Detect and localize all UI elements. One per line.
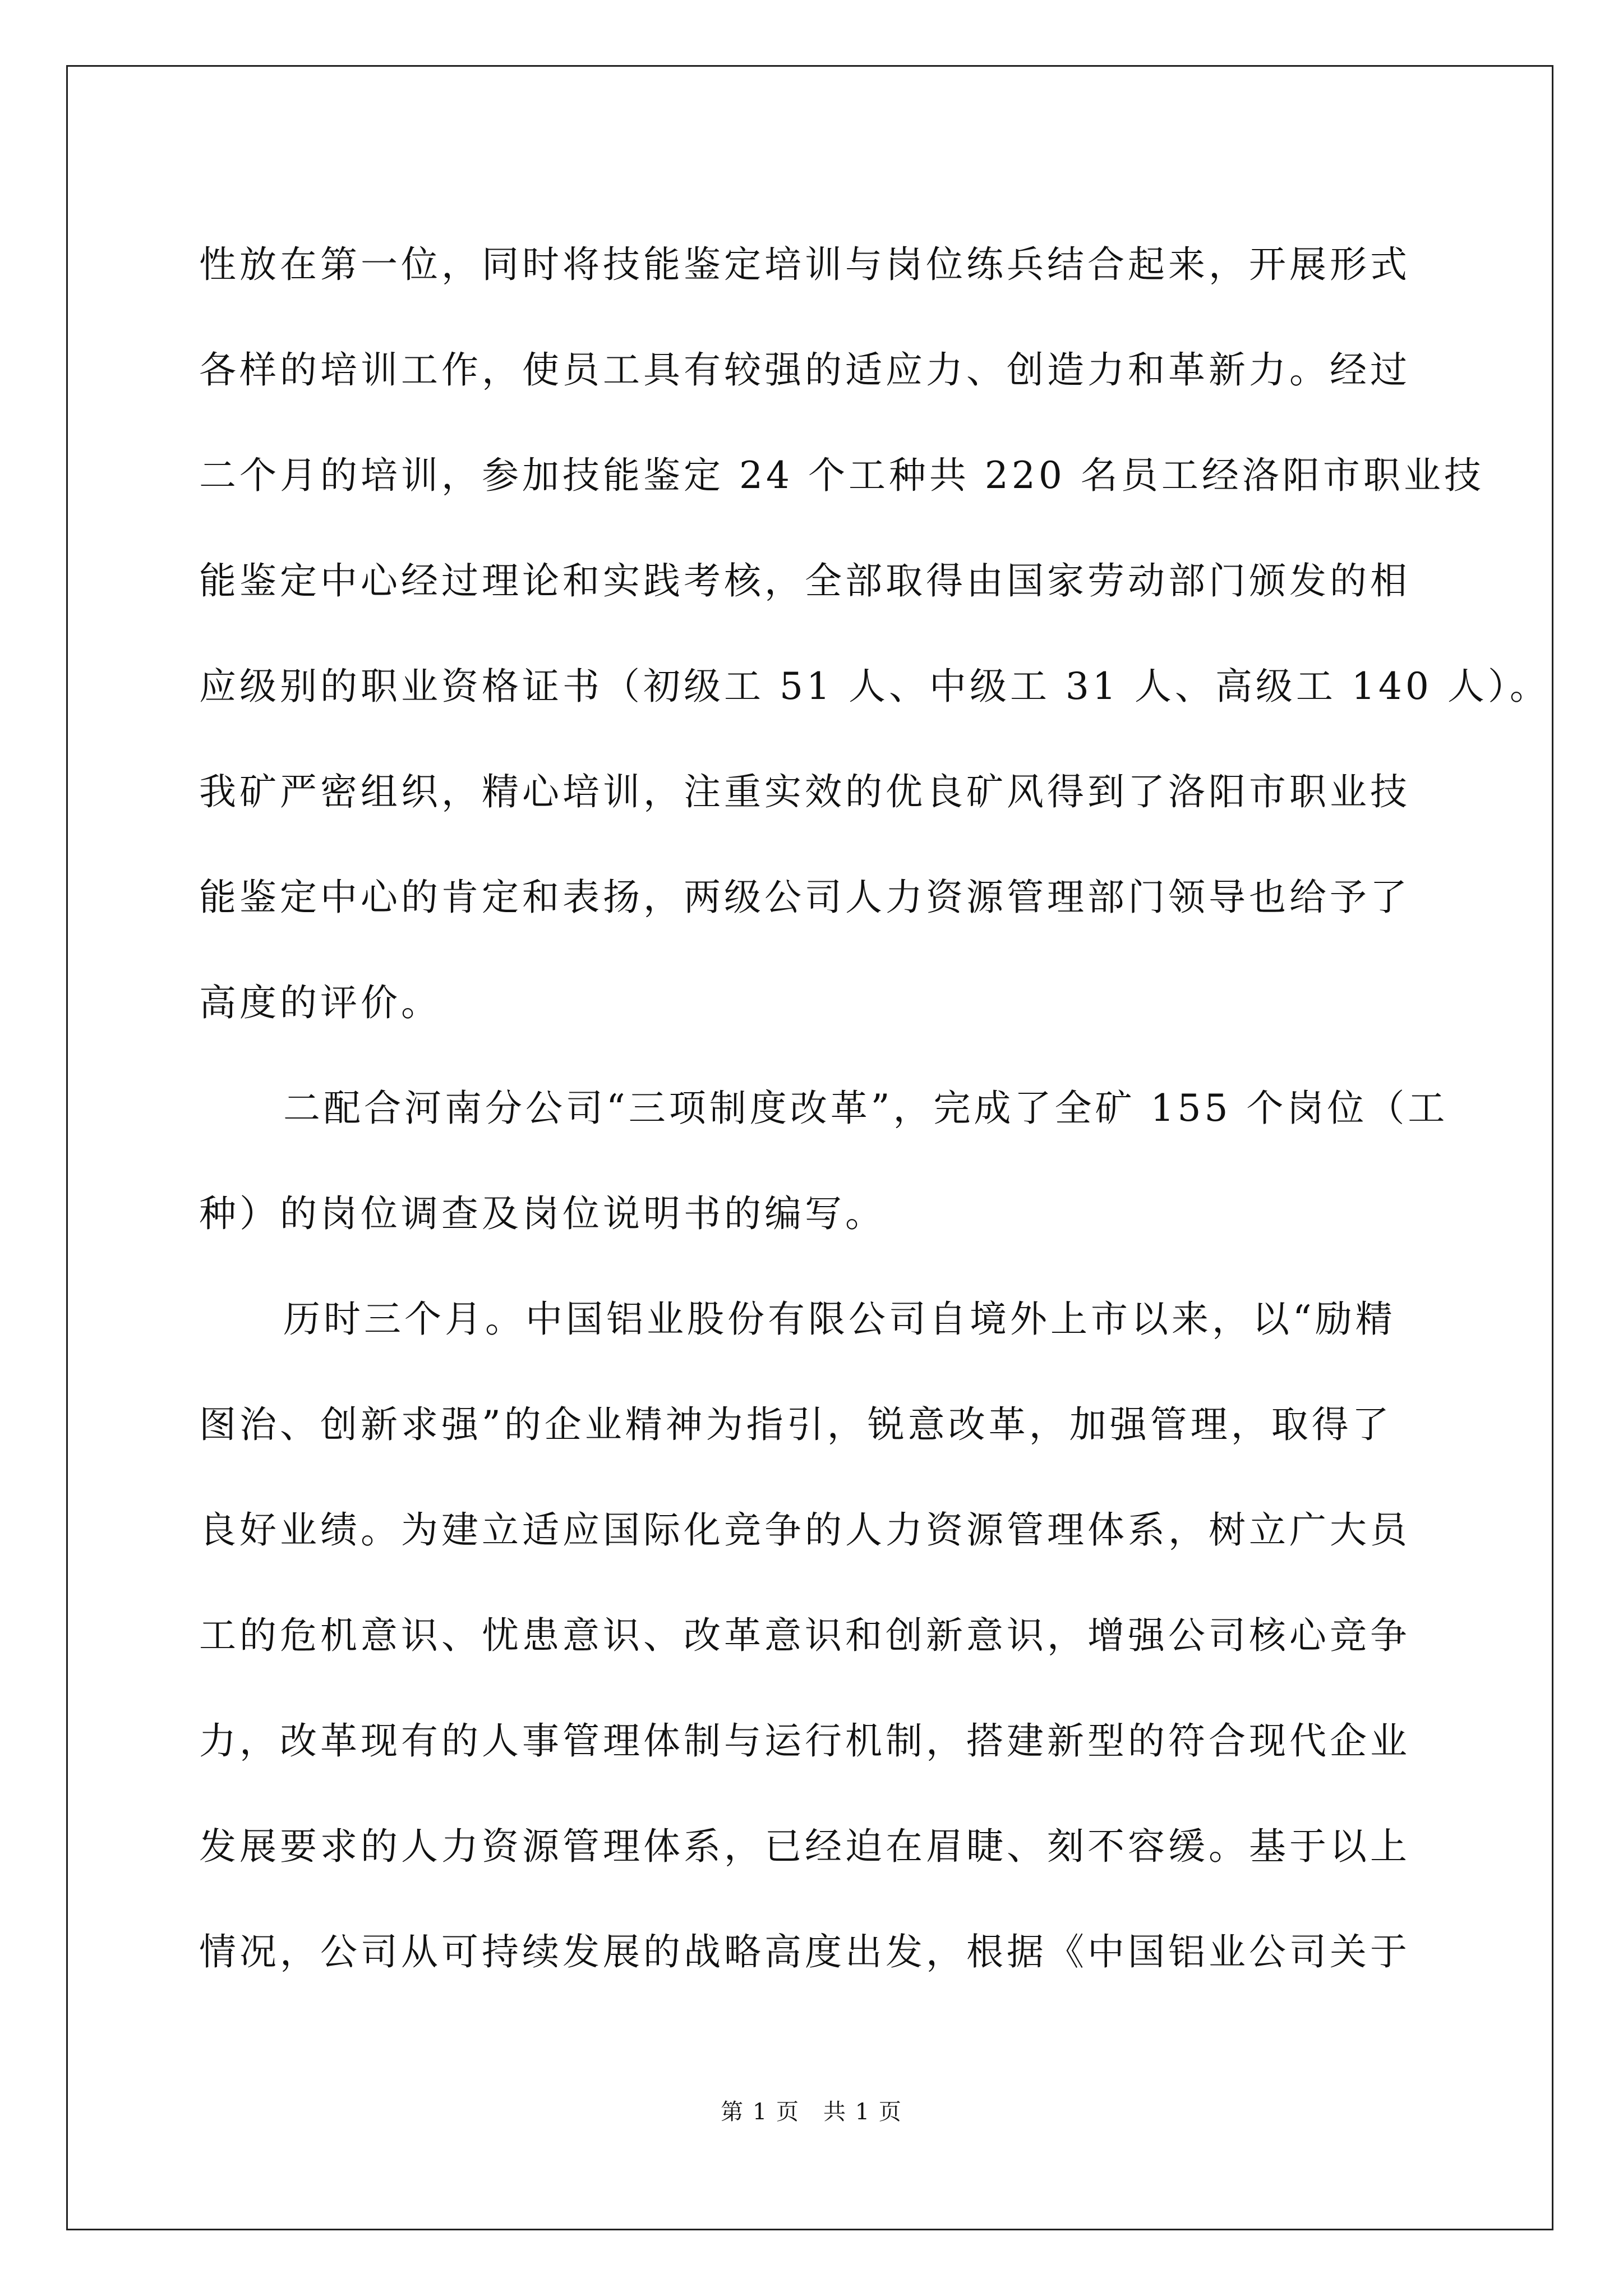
text-line: 能鉴定中心经过理论和实践考核，全部取得由国家劳动部门颁发的相 <box>199 559 1410 602</box>
text-line: 性放在第一位，同时将技能鉴定培训与岗位练兵结合起来，开展形式 <box>199 243 1410 286</box>
text-line: 情况，公司从可持续发展的战略高度出发，根据《中国铝业公司关于 <box>199 1930 1410 1973</box>
text-line: 力，改革现有的人事管理体制与运行机制，搭建新型的符合现代企业 <box>199 1719 1410 1763</box>
text-line: 图治、创新求强”的企业精神为指引，锐意改革，加强管理，取得了 <box>199 1403 1393 1446</box>
text-line: 二个月的培训，参加技能鉴定 24 个工种共 220 名员工经洛阳市职业技 <box>199 454 1484 497</box>
document-body <box>199 212 1550 2005</box>
text-line: 种）的岗位调查及岗位说明书的编写。 <box>199 1192 886 1235</box>
text-line: 我矿严密组织，精心培训，注重实效的优良矿风得到了洛阳市职业技 <box>199 770 1410 813</box>
text-line: 应级别的职业资格证书（初级工 51 人、中级工 31 人、高级工 140 人）。 <box>199 665 1550 708</box>
text-line: 工的危机意识、忧患意识、改革意识和创新意识，增强公司核心竞争 <box>199 1614 1410 1657</box>
text-line: 历时三个月。中国铝业股份有限公司自境外上市以来，以“励精 <box>283 1297 1396 1341</box>
page-number: 第 1 页 共 1 页 <box>721 2099 902 2125</box>
text-line: 发展要求的人力资源管理体系，已经迫在眉睫、刻不容缓。基于以上 <box>199 1825 1410 1868</box>
text-line: 良好业绩。为建立适应国际化竞争的人力资源管理体系，树立广大员 <box>199 1508 1410 1552</box>
text-line: 各样的培训工作，使员工具有较强的适应力、创造力和革新力。经过 <box>199 348 1410 392</box>
text-line: 二配合河南分公司“三项制度改革”，完成了全矿 155 个岗位（工 <box>283 1087 1449 1130</box>
text-line: 高度的评价。 <box>199 981 441 1024</box>
text-line: 能鉴定中心的肯定和表扬，两级公司人力资源管理部门领导也给予了 <box>199 876 1410 919</box>
